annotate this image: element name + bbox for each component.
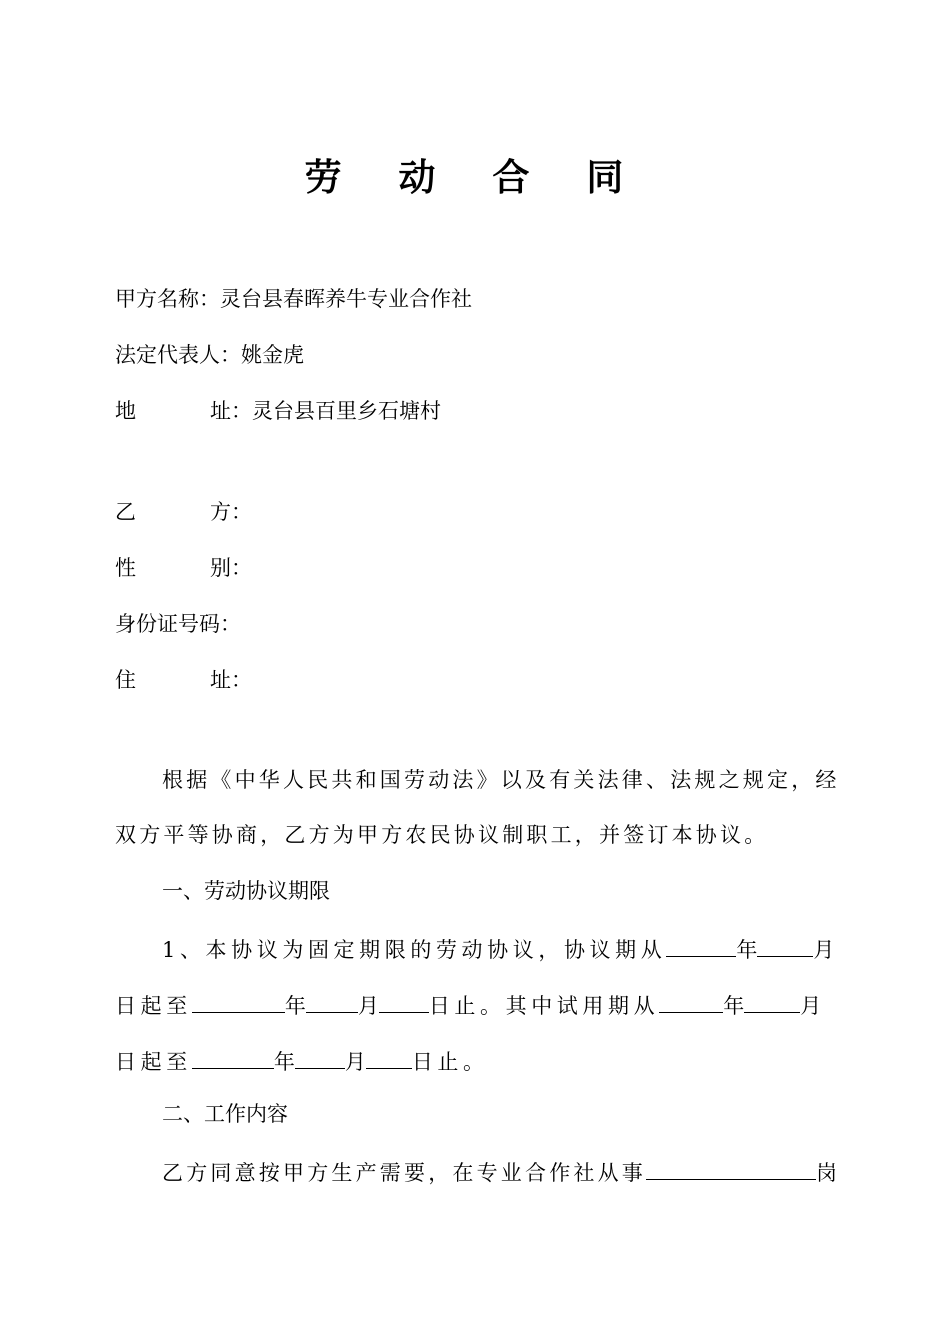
year-label: 年	[273, 1050, 295, 1074]
party-a-name-value: 灵台县春晖养牛专业合作社	[220, 287, 472, 311]
section1-line3-end: 日止。	[411, 1050, 489, 1074]
trial-start-month-blank[interactable]	[744, 988, 800, 1013]
section1-line3-start: 日起至	[115, 1050, 192, 1074]
section1-line2-mid: 日止。其中试用期从	[428, 994, 660, 1018]
year-label: 年	[736, 938, 758, 962]
trial-start-year-blank[interactable]	[659, 988, 723, 1013]
intro-line-2: 双方平等协商，乙方为甲方农民协议制职工，并签订本协议。	[115, 823, 769, 847]
section2-line-1	[162, 1155, 835, 1188]
end-year-blank[interactable]	[192, 988, 285, 1013]
section2-heading: 二、工作内容	[162, 1102, 288, 1126]
intro-line-1: 根据《中华人民共和国劳动法》以及有关法律、法规之规定，经	[162, 768, 840, 792]
party-b-address-label-1: 住	[115, 668, 136, 692]
party-b-gender-row	[115, 553, 252, 583]
party-b-id-row	[115, 609, 241, 639]
party-b-address-label-2: 址：	[210, 668, 252, 692]
section1-heading: 一、劳动协议期限	[162, 879, 330, 903]
section1-line-1	[162, 932, 835, 965]
section1-line-3	[115, 1044, 835, 1077]
party-b-address-row	[115, 665, 252, 695]
month-label: 月	[813, 938, 835, 962]
party-b-label-1: 乙	[115, 500, 136, 524]
section2-line1-text: 乙方同意按甲方生产需要，在专业合作社从事	[162, 1161, 646, 1185]
section1-line2-start: 日起至	[115, 994, 192, 1018]
page-title: 劳 动 合 同	[304, 156, 646, 199]
party-b-gender-label-2: 别：	[210, 556, 252, 580]
month-label: 月	[357, 994, 379, 1018]
year-label: 年	[723, 994, 745, 1018]
end-month-blank[interactable]	[306, 988, 358, 1013]
party-a-address-label-1: 地	[115, 399, 136, 423]
start-year-blank[interactable]	[666, 932, 736, 957]
trial-end-month-blank[interactable]	[295, 1044, 345, 1069]
trial-end-day-blank[interactable]	[366, 1044, 412, 1069]
party-a-address-row	[115, 396, 441, 426]
party-b-id-label: 身份证号码：	[115, 612, 241, 636]
party-a-name-row	[115, 284, 472, 314]
month-label: 月	[344, 1050, 366, 1074]
party-b-label-2: 方：	[210, 500, 252, 524]
party-a-rep-value: 姚金虎	[241, 343, 304, 367]
section1-line-2	[115, 988, 835, 1021]
month-label: 月	[800, 994, 822, 1018]
party-a-address-label-2: 址：	[210, 399, 252, 423]
party-a-rep-row	[115, 340, 304, 370]
section1-line1-text: 1、本协议为固定期限的劳动协议，协议期从	[162, 938, 667, 962]
party-a-rep-label: 法定代表人：	[115, 343, 241, 367]
party-b-row	[115, 497, 252, 527]
trial-end-year-blank[interactable]	[192, 1044, 274, 1069]
party-b-gender-label-1: 性	[115, 556, 136, 580]
party-a-address-value: 灵台县百里乡石塘村	[252, 399, 441, 423]
start-month-blank[interactable]	[757, 932, 813, 957]
end-day-blank[interactable]	[379, 988, 429, 1013]
section2-line1-end: 岗	[816, 1161, 837, 1185]
post-blank[interactable]	[646, 1155, 816, 1180]
year-label: 年	[284, 994, 306, 1018]
party-a-name-label: 甲方名称：	[115, 287, 220, 311]
